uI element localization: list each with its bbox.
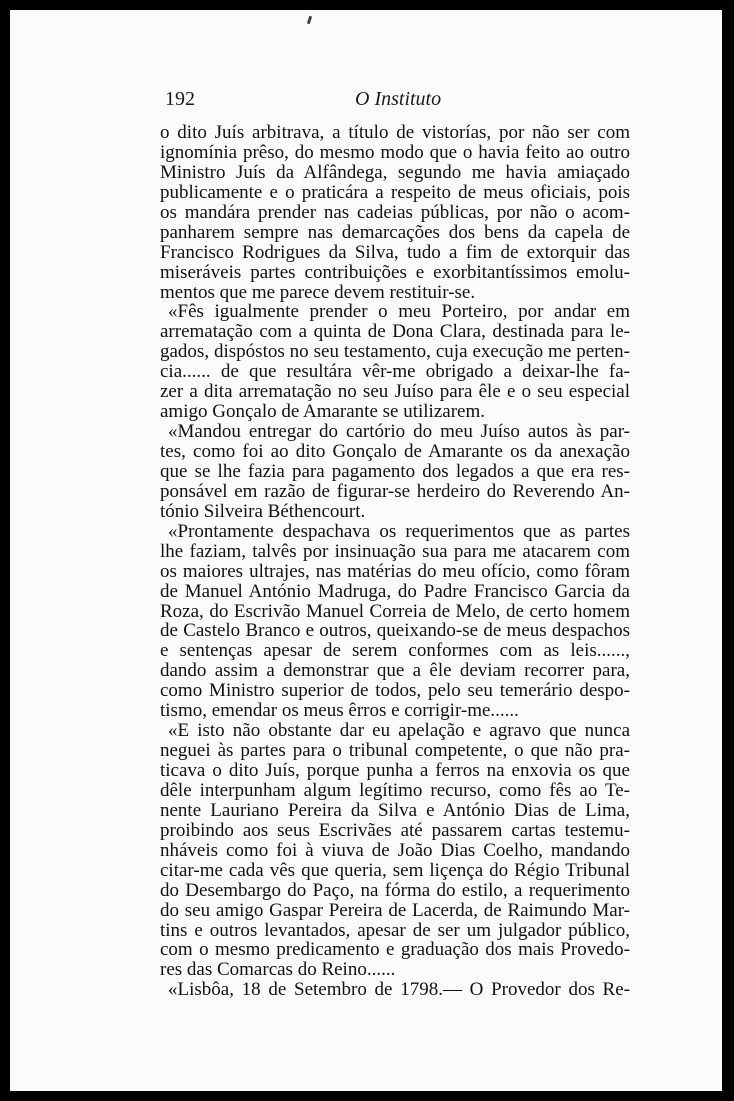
- text-line: com o mesmo predicamento e graduação dos mais Provedo-: [160, 940, 630, 961]
- text-line: lhe faziam, talvês por insinuação sua para me atacarem com: [160, 541, 630, 562]
- body-text: [160, 123, 630, 1000]
- text-line: dando assim a demonstrar que a êle deviam recorrer para,: [160, 661, 630, 682]
- text-line: os maiores ultrajes, nas matérias do meu ofício, como fôram: [160, 561, 630, 582]
- text-line: zer a dita arrematação no seu Juíso para êle e o seu especial: [160, 382, 630, 403]
- text-line: de Castelo Branco e outros, queixando-se de meus despachos: [160, 621, 630, 642]
- text-line: ticava o dito Juís, porque punha a ferros na enxovia os que: [160, 761, 630, 781]
- text-line: «E isto não obstante dar eu apelação e agravo que nunca: [168, 721, 630, 742]
- text-line: dêle interpunham algum legítimo recurso, como fês ao Te-: [160, 780, 630, 801]
- text-line: panharem sempre nas demarcações dos bens da capela de: [160, 222, 630, 243]
- text-line: e sentenças apesar de serem conformes com as leis......,: [160, 641, 630, 662]
- text-line: amigo Gonçalo de Amarante se utilizarem.: [160, 402, 485, 423]
- text-line: de Manuel António Madruga, do Padre Francisco Garcia da: [160, 581, 630, 602]
- text-line: do seu amigo Gaspar Pereira de Lacerda, de Raimundo Mar-: [160, 900, 630, 921]
- text-line: os mandára prender nas cadeias públicas, por não o acom-: [160, 202, 630, 223]
- text-line: «Lisbôa, 18 de Setembro de 1798.— O Provedor dos Re-: [168, 980, 630, 1001]
- page-header: [165, 88, 597, 114]
- text-line: «Prontamente despachava os requerimentos que as partes: [168, 521, 630, 542]
- text-line: Roza, do Escrivão Manuel Correia de Melo, de certo homem: [160, 601, 630, 622]
- text-line: do Desembargo do Paço, na fórma do estilo, a requerimento: [160, 880, 630, 901]
- text-line: Ministro Juís da Alfândega, segundo me havia amiaçado: [160, 162, 630, 183]
- text-line: nente Lauriano Pereira da Silva e António Dias de Lima,: [160, 800, 630, 821]
- text-line: cia...... de que resultára vêr-me obrigado a deixar-lhe fa-: [160, 362, 630, 383]
- text-line: res das Comarcas do Reino......: [160, 960, 396, 981]
- text-line: publicamente e o praticára a respeito de meus oficiais, pois: [160, 182, 630, 203]
- text-line: que se lhe fazia para pagamento dos legados a que era res-: [160, 461, 630, 482]
- text-line: como Ministro superior de todos, pelo seu temerário despo-: [160, 681, 630, 702]
- text-line: mentos que me parece devem restituir-se.: [160, 282, 476, 303]
- book-page: [10, 10, 722, 1091]
- text-line: neguei às partes para o tribunal competente, o que não pra-: [160, 741, 630, 761]
- text-line: miseráveis partes contribuições e exorbitantíssimos emolu-: [160, 262, 630, 283]
- text-line: tes, como foi ao dito Gonçalo de Amarante os da anexação: [160, 442, 630, 462]
- text-line: «Mandou entregar do cartório do meu Juíso autos às par-: [168, 422, 630, 442]
- text-line: ponsável em razão de figurar-se herdeiro do Reverendo An-: [160, 481, 630, 502]
- text-line: «Fês igualmente prender o meu Porteiro, por andar em: [168, 302, 630, 323]
- text-line: ignomínia prêso, do mesmo modo que o havia feito ao outro: [160, 142, 630, 163]
- text-line: tónio Silveira Béthencourt.: [160, 501, 366, 522]
- text-line: tins e outros levantados, apesar de ser um julgador público,: [160, 920, 630, 941]
- text-line: citar-me cada vês que queria, sem liçença do Régio Tribunal: [160, 860, 630, 881]
- text-line: proibindo aos seus Escrivães até passarem cartas testemu-: [160, 820, 630, 841]
- text-line: tismo, emendar os meus êrros e corrigir-me......: [160, 701, 519, 722]
- page-number: 192: [165, 88, 195, 110]
- text-line: Francisco Rodrigues da Silva, tudo a fim de extorquir das: [160, 242, 630, 263]
- text-line: nháveis como foi à viuva de João Dias Coelho, mandando: [160, 840, 630, 861]
- print-speck: [307, 16, 312, 25]
- text-line: o dito Juís arbitrava, a título de vistorías, por não ser com: [160, 123, 630, 143]
- running-title: O Instituto: [355, 88, 442, 110]
- text-line: arrematação com a quinta de Dona Clara, destinada para le-: [160, 322, 630, 343]
- text-line: gados, dispóstos no seu testamento, cuja execução me perten-: [160, 342, 630, 363]
